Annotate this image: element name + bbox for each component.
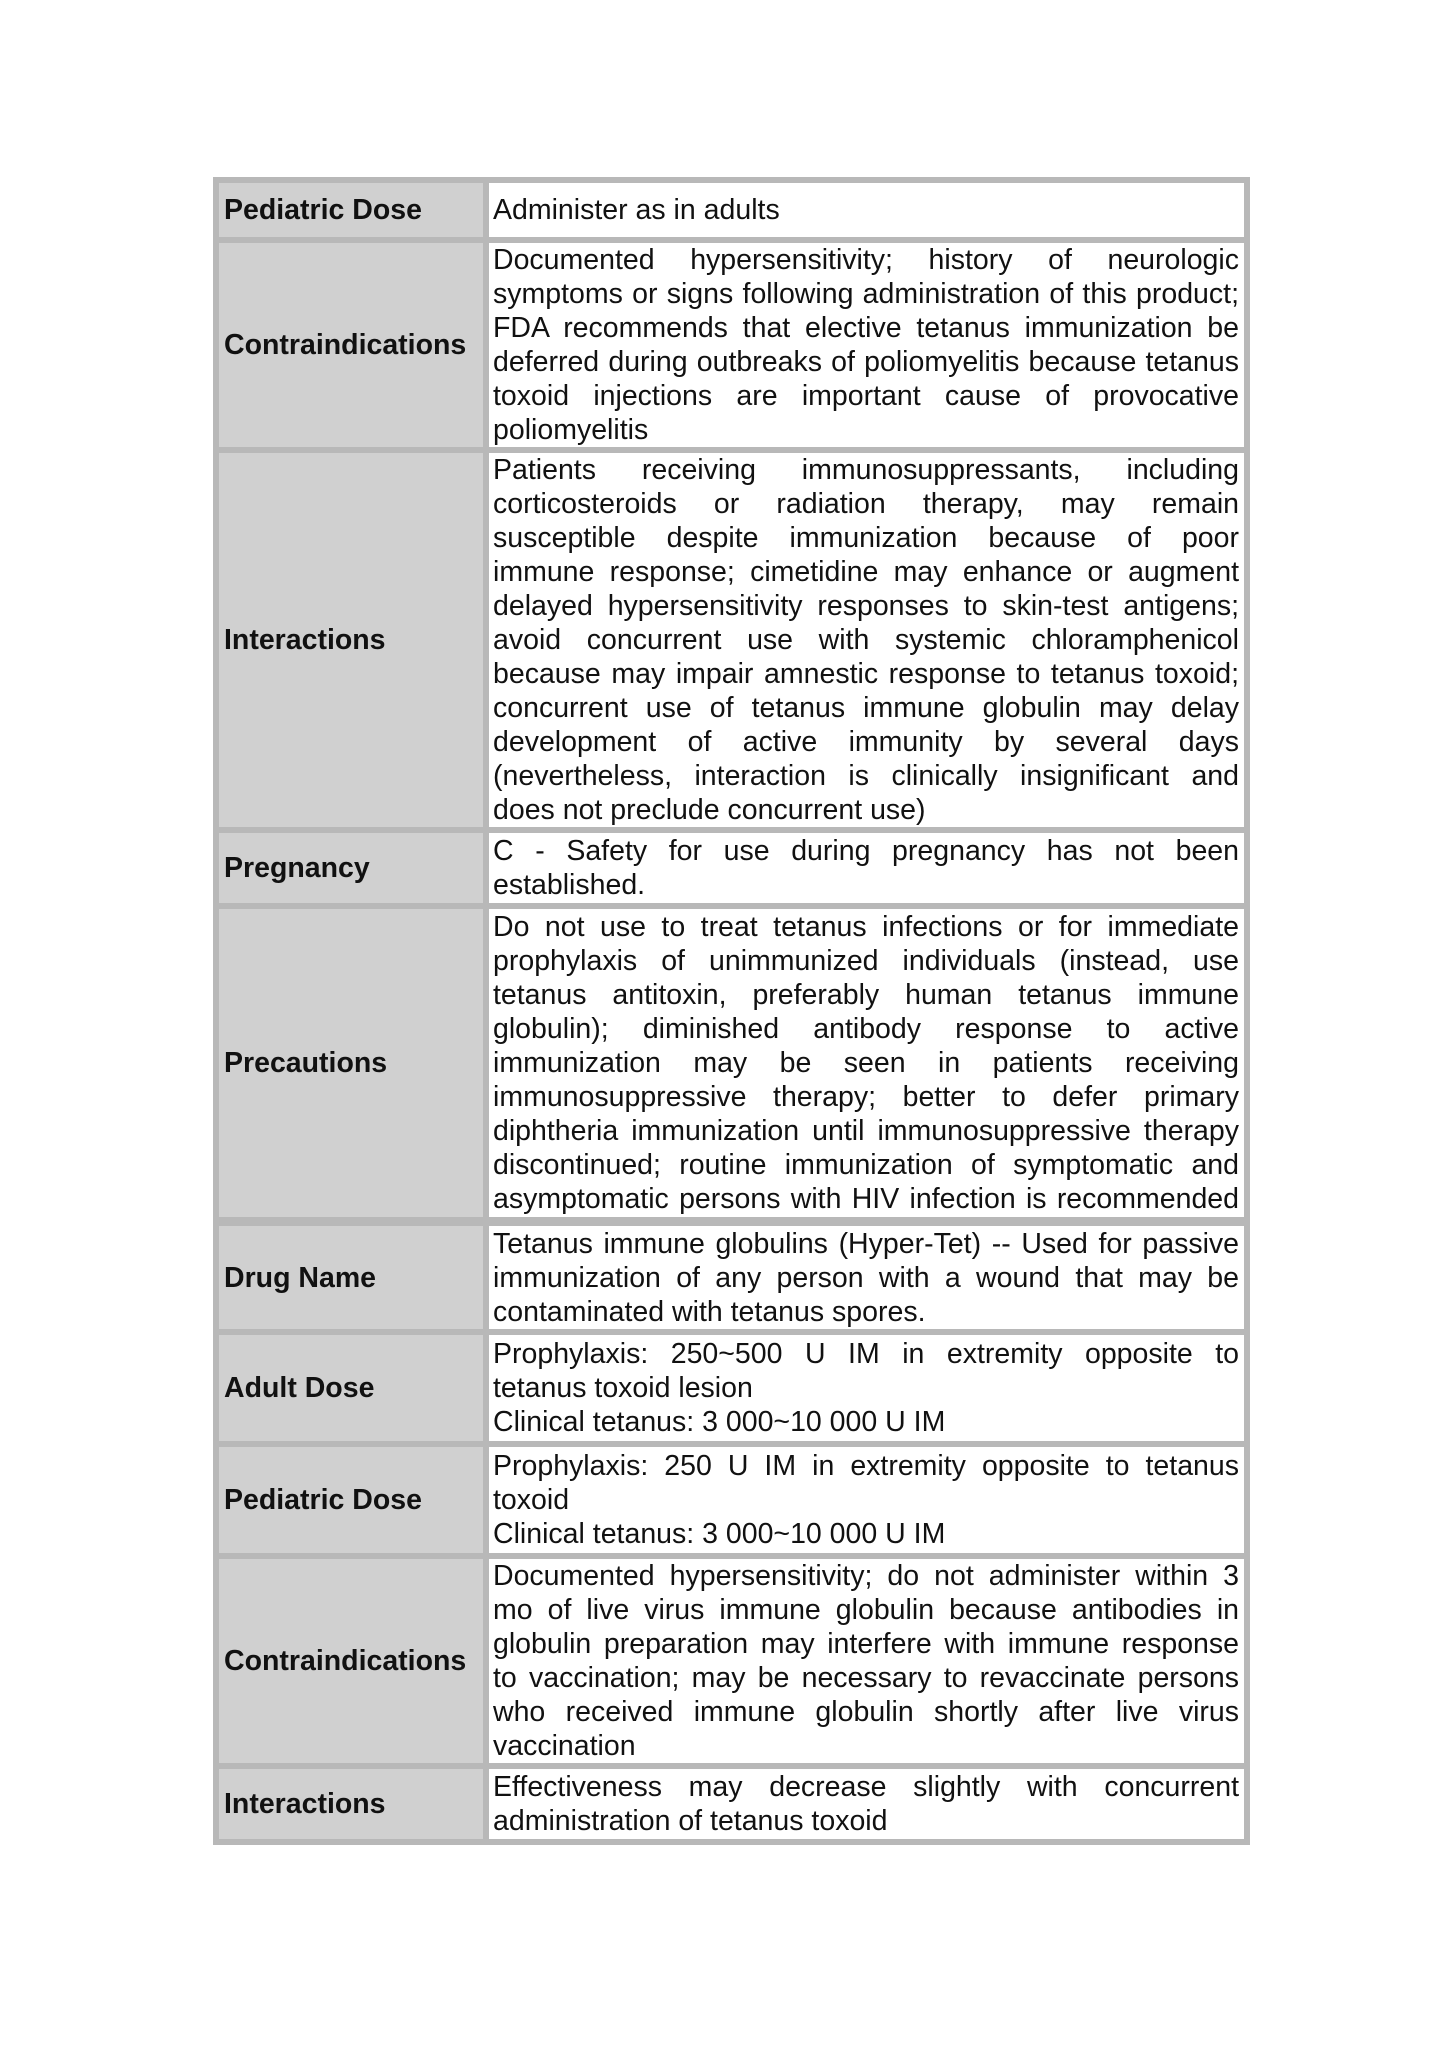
table-row — [216, 1556, 1247, 1766]
row-label: Pregnancy — [216, 830, 486, 906]
value-line: immune response; cimetidine may enhance or augment — [493, 556, 1239, 588]
value-line: development of active immunity by several days — [493, 726, 1239, 758]
value-line: Tetanus immune globulins (Hyper-Tet) -- Used for passive — [493, 1227, 1239, 1260]
value-line: contaminated with tetanus spores. — [493, 1295, 926, 1328]
table-row — [216, 240, 1247, 450]
table-row — [216, 906, 1247, 1220]
table-row — [216, 1220, 1247, 1332]
value-line: established. — [493, 869, 646, 901]
row-value — [486, 830, 1247, 906]
value-line: Administer as in adults — [493, 194, 780, 226]
value-line: susceptible despite immunization because of poor — [493, 522, 1239, 554]
row-label: Contraindications — [216, 240, 486, 450]
value-line: Documented hypersensitivity; history of neurologic — [493, 244, 1239, 276]
table-row — [216, 450, 1247, 830]
value-line: globulin); diminished antibody response to active — [493, 1013, 1239, 1045]
value-line: Clinical tetanus: 3 000~10 000 U IM — [493, 1518, 946, 1550]
value-line: FDA recommends that elective tetanus immunization be — [493, 312, 1239, 344]
row-value — [486, 1556, 1247, 1766]
value-line: vaccination — [493, 1730, 636, 1762]
value-line: (nevertheless, interaction is clinically insignificant and — [493, 760, 1239, 792]
row-label: Precautions — [216, 906, 486, 1220]
value-line: corticosteroids or radiation therapy, may remain — [493, 488, 1239, 520]
row-label: Pediatric Dose — [216, 180, 486, 240]
table-row — [216, 1444, 1247, 1556]
row-label: Contraindications — [216, 1556, 486, 1766]
value-line: concurrent use of tetanus immune globulin may delay — [493, 692, 1239, 724]
table-row — [216, 180, 1247, 240]
value-line: immunization of any person with a wound that may be — [493, 1261, 1239, 1294]
value-line: to vaccination; may be necessary to revaccinate persons — [493, 1662, 1239, 1694]
row-value — [486, 1444, 1247, 1556]
row-value — [486, 180, 1247, 240]
row-value — [486, 240, 1247, 450]
value-line: symptoms or signs following administration of this product; — [493, 278, 1239, 310]
value-line: immunosuppressive therapy; better to defer primary — [493, 1081, 1239, 1113]
table-row — [216, 830, 1247, 906]
value-line: tetanus antitoxin, preferably human tetanus immune — [493, 979, 1239, 1011]
value-line: Do not use to treat tetanus infections or for immediate — [493, 911, 1239, 943]
drug-info-table — [213, 177, 1250, 1845]
row-label: Adult Dose — [216, 1332, 486, 1444]
table-row — [216, 1332, 1247, 1444]
value-line: prophylaxis of unimmunized individuals (instead, use — [493, 945, 1239, 977]
table-row — [216, 1766, 1247, 1842]
value-line: C - Safety for use during pregnancy has not been — [493, 835, 1239, 867]
row-value — [486, 1766, 1247, 1842]
value-line: because may impair amnestic response to tetanus toxoid; — [493, 658, 1239, 690]
value-line: immunization may be seen in patients receiving — [493, 1047, 1239, 1079]
row-value — [486, 1220, 1247, 1332]
row-label: Interactions — [216, 450, 486, 830]
value-line: asymptomatic persons with HIV infection is recommended — [493, 1183, 1239, 1215]
row-value — [486, 450, 1247, 830]
value-line: avoid concurrent use with systemic chloramphenicol — [493, 624, 1239, 656]
value-line: mo of live virus immune globulin because antibodies in — [493, 1594, 1239, 1626]
value-line: discontinued; routine immunization of symptomatic and — [493, 1149, 1239, 1181]
value-line: poliomyelitis — [493, 414, 649, 446]
value-line: Prophylaxis: 250~500 U IM in extremity opposite to — [493, 1338, 1239, 1370]
value-line: diphtheria immunization until immunosuppressive therapy — [493, 1115, 1239, 1147]
value-line: globulin preparation may interfere with immune response — [493, 1628, 1239, 1660]
value-line: delayed hypersensitivity responses to skin-test antigens; — [493, 590, 1239, 622]
value-line: administration of tetanus toxoid — [493, 1805, 888, 1837]
value-line: Clinical tetanus: 3 000~10 000 U IM — [493, 1406, 946, 1438]
row-label: Pediatric Dose — [216, 1444, 486, 1556]
value-line: Documented hypersensitivity; do not administer within 3 — [493, 1560, 1239, 1592]
value-line: Effectiveness may decrease slightly with concurrent — [493, 1771, 1239, 1803]
drug-info-sheet — [213, 177, 1250, 1845]
row-value — [486, 906, 1247, 1220]
value-line: does not preclude concurrent use) — [493, 794, 926, 826]
value-line: Prophylaxis: 250 U IM in extremity opposite to tetanus — [493, 1450, 1239, 1482]
value-line: tetanus toxoid lesion — [493, 1372, 753, 1404]
value-line: toxoid injections are important cause of provocative — [493, 380, 1239, 412]
value-line: Patients receiving immunosuppressants, including — [493, 454, 1239, 486]
table-body — [216, 180, 1247, 1842]
row-label: Interactions — [216, 1766, 486, 1842]
value-line: deferred during outbreaks of poliomyelitis because tetanus — [493, 346, 1239, 378]
row-value — [486, 1332, 1247, 1444]
row-label: Drug Name — [216, 1220, 486, 1332]
value-line: who received immune globulin shortly after live virus — [493, 1696, 1239, 1728]
value-line: toxoid — [493, 1484, 570, 1516]
